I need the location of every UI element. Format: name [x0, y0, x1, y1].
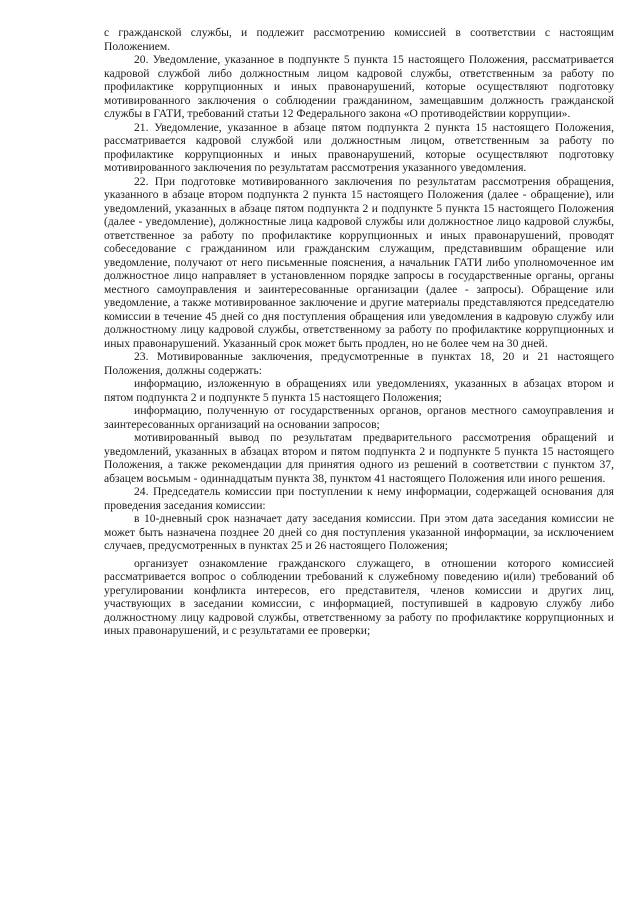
paragraph-24-item-2: организует ознакомление гражданского служащего, в отношении которого комиссией рассматривается вопрос о соблюдении требований к служебному поведению и(или) требований об урегулировании конфликта интересов, его представителя, членов комиссии и других лиц, участвующих в заседании комиссии, с информацией, поступившей в кадровую службу либо должностному лицу кадровой службы, ответственному за работу по профилактике коррупционных и иных правонарушений, и с результатами ее проверки; [104, 556, 614, 637]
paragraph-continuation: с гражданской службы, и подлежит рассмотрению комиссией в соответствии с настоящим Положением. [104, 26, 614, 53]
paragraph-21: 21. Уведомление, указанное в абзаце пятом подпункта 2 пункта 15 настоящего Положения, рассматривается кадровой службой или должностным лицом, ответственным за работу по профилактике коррупционных и иных правонарушений, которые осуществляют подготовку мотивированного заключения по результатам рассмотрения указанного уведомления. [104, 120, 614, 174]
paragraph-24-item-1: в 10-дневный срок назначает дату заседания комиссии. При этом дата заседания комиссии не может быть назначена позднее 20 дней со дня поступления указанной информации, за исключением случаев, предусмотренных в пунктах 25 и 26 настоящего Положения; [104, 512, 614, 552]
paragraph-22: 22. При подготовке мотивированного заключения по результатам рассмотрения обращения, указанного в абзаце втором подпункта 2 пункта 15 настоящего Положения (далее - обращение), или уведомлений, указанных в абзаце пятом подпункта 2 и подпункте 5 пункта 15 настоящего Положения (далее - уведомление), должностные лица кадровой службы или должностное лицо кадровой службы, ответственное за работу по профилактике коррупционных и иных правонарушений, проводят собеседование с гражданином или гражданским служащим, представившим обращение или уведомление, получают от него письменные пояснения, а начальник ГАТИ либо уполномоченное им должностное лицо направляет в установленном порядке запросы в государственные органы, органы местного самоуправления и заинтересованные организации (далее - запросы). Обращение или уведомление, а также мотивированное заключение и другие материалы представляются председателю комиссии в течение 45 дней со дня поступления обращения или уведомления в кадровую службу или должностному лицу кадровой службы, ответственному за работу по профилактике коррупционных и иных правонарушений. Указанный срок может быть продлен, но не более чем на 30 дней. [104, 174, 614, 350]
paragraph-23: 23. Мотивированные заключения, предусмотренные в пунктах 18, 20 и 21 настоящего Положения, должны содержать: [104, 350, 614, 377]
paragraph-23-item-2: информацию, полученную от государственных органов, органов местного самоуправления и заинтересованных организаций на основании запросов; [104, 404, 614, 431]
document-page [104, 26, 614, 638]
paragraph-20: 20. Уведомление, указанное в подпункте 5 пункта 15 настоящего Положения, рассматривается кадровой службой либо должностным лицом кадровой службы, ответственным за работу по профилактике коррупционных и иных правонарушений, которые осуществляют подготовку мотивированного заключения о соблюдении гражданином, замещавшим должность гражданской службы в ГАТИ, требований статьи 12 Федерального закона «О противодействии коррупции». [104, 53, 614, 120]
paragraph-23-item-3: мотивированный вывод по результатам предварительного рассмотрения обращений и уведомлений, указанных в абзацах втором и пятом подпункта 2 и подпункте 5 пункта 15 настоящего Положения, а также рекомендации для принятия одного из решений в соответствии с пунктом 37, абзацем восьмым - одиннадцатым пункта 38, пунктом 41 настоящего Положения или иного решения. [104, 431, 614, 485]
paragraph-24: 24. Председатель комиссии при поступлении к нему информации, содержащей основания для проведения заседания комиссии: [104, 485, 614, 512]
paragraph-23-item-1: информацию, изложенную в обращениях или уведомлениях, указанных в абзацах втором и пятом подпункта 2 и подпункте 5 пункта 15 настоящего Положения; [104, 377, 614, 404]
